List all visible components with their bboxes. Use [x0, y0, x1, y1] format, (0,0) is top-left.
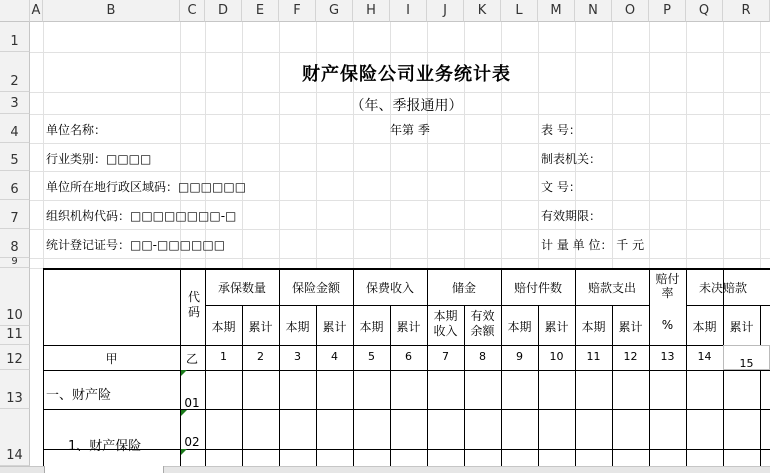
gridline — [43, 22, 44, 268]
table-border — [686, 305, 770, 306]
gridline — [30, 171, 770, 172]
table-border — [205, 268, 206, 466]
row-number: 12 — [6, 352, 23, 367]
page-title: 财产保险公司业务统计表 — [302, 64, 511, 85]
column-header[interactable]: O — [612, 0, 649, 22]
gridline — [575, 22, 576, 268]
column-header[interactable]: Q — [686, 0, 723, 22]
gridline — [205, 22, 206, 268]
org-code-label: 组织机构代码：□□□□□□□□-□ — [46, 209, 237, 223]
row-number: 14 — [6, 448, 23, 463]
form-number-label: 表 号： — [541, 123, 581, 137]
column-header[interactable]: I — [390, 0, 427, 22]
row-number: 1 — [10, 34, 19, 49]
error-indicator-icon[interactable] — [181, 370, 187, 376]
table-border — [464, 305, 465, 466]
gridline — [30, 258, 770, 259]
sub-header: 累计 — [396, 320, 421, 334]
row-number: 10 — [6, 308, 23, 323]
table-border — [760, 305, 761, 466]
row-property-insurance-code: 01 — [184, 396, 200, 410]
column-header[interactable]: M — [538, 0, 575, 22]
sub-header: 本期 — [507, 320, 532, 334]
row-header[interactable] — [0, 409, 30, 466]
row-property-subitem-label: 1、财产保险 — [68, 439, 142, 454]
column-header[interactable]: C — [180, 0, 205, 22]
row-header[interactable] — [0, 229, 30, 258]
sub-header: 有效余额 — [470, 309, 495, 338]
table-border — [43, 409, 770, 410]
gridline — [390, 22, 391, 268]
row-number: 6 — [10, 182, 19, 197]
row-number: 5 — [10, 153, 19, 168]
row-header[interactable] — [0, 114, 30, 143]
row-number: 11 — [6, 327, 23, 342]
row-header[interactable] — [0, 92, 30, 114]
sub-header: 本期 — [692, 320, 717, 334]
sub-header: % — [661, 318, 674, 332]
table-border — [353, 268, 354, 466]
region-code-label: 单位所在地行政区域码：□□□□□□ — [46, 180, 247, 194]
row-header[interactable] — [0, 258, 30, 268]
gridline — [501, 22, 502, 268]
row-header[interactable] — [0, 326, 30, 345]
gridline — [30, 200, 770, 201]
sheet-tab-active[interactable] — [44, 466, 164, 473]
index-num: 4 — [331, 350, 338, 363]
column-header[interactable]: F — [279, 0, 316, 22]
sub-header: 本期 — [581, 320, 606, 334]
table-border — [686, 268, 687, 466]
index-num: 10 — [549, 350, 564, 363]
row-number: 2 — [10, 74, 19, 89]
gridline — [649, 22, 650, 268]
gridline — [686, 22, 687, 268]
index-num: 14 — [697, 350, 712, 363]
row-header[interactable] — [0, 52, 30, 92]
table-border — [43, 345, 770, 346]
page-subtitle: （年、季报通用） — [350, 98, 463, 114]
table-border — [43, 370, 770, 371]
table-border — [43, 268, 44, 466]
gridline — [316, 22, 317, 268]
table-border — [501, 268, 502, 466]
column-header[interactable]: G — [316, 0, 353, 22]
gridline — [242, 22, 243, 268]
index-num: 8 — [479, 350, 486, 363]
row-header[interactable] — [0, 22, 30, 52]
index-num: 5 — [368, 350, 375, 363]
issuer-label: 制表机关： — [541, 152, 602, 166]
sub-header: 本期 — [285, 320, 310, 334]
group-header: 赔付件数 — [513, 281, 562, 295]
gridline — [538, 22, 539, 268]
row-number: 9 — [11, 256, 18, 267]
row-number: 13 — [6, 391, 23, 406]
index-a: 甲 — [105, 352, 118, 366]
row-number: 8 — [10, 240, 19, 255]
group-header: 承保数量 — [217, 281, 266, 295]
select-all-corner[interactable] — [0, 0, 30, 22]
row-header[interactable] — [0, 268, 30, 326]
index-num: 7 — [442, 350, 449, 363]
group-header: 赔付率 — [655, 272, 680, 300]
index-num: 6 — [405, 350, 412, 363]
sub-header: 累计 — [544, 320, 569, 334]
error-indicator-icon[interactable] — [181, 449, 187, 455]
group-header: 保险金额 — [291, 281, 340, 295]
group-header: 未决赔款 — [698, 281, 747, 295]
gridline — [464, 22, 465, 268]
index-num-15: 15 — [739, 357, 754, 370]
industry-label: 行业类别：□□□□ — [46, 152, 152, 166]
unit-name-label: 单位名称： — [46, 123, 107, 137]
index-b: 乙 — [185, 352, 198, 366]
gridline — [760, 22, 761, 268]
index-num: 2 — [257, 350, 264, 363]
gridline — [427, 22, 428, 268]
measure-unit-label: 计 量 单 位： 千 元 — [541, 238, 645, 252]
column-header[interactable]: A — [30, 0, 43, 22]
row-property-subitem-code: 02 — [184, 435, 200, 449]
table-border — [43, 449, 770, 450]
table-border — [575, 268, 576, 466]
column-header[interactable]: D — [205, 0, 242, 22]
sub-header: 累计 — [322, 320, 347, 334]
index-num: 13 — [660, 350, 675, 363]
row-number: 7 — [10, 211, 19, 226]
gridline — [612, 22, 613, 268]
index-num: 1 — [220, 350, 227, 363]
sub-header: 累计 — [729, 320, 754, 334]
column-header[interactable]: B — [43, 0, 180, 22]
row-header[interactable] — [0, 171, 30, 200]
gridline — [30, 52, 770, 53]
column-header[interactable]: K — [464, 0, 501, 22]
validity-label: 有效期限： — [541, 209, 602, 223]
index-num: 12 — [623, 350, 638, 363]
gridline — [353, 22, 354, 268]
column-header[interactable]: P — [649, 0, 686, 22]
index-num: 9 — [516, 350, 523, 363]
row-header[interactable] — [0, 143, 30, 171]
gridline — [30, 92, 770, 93]
column-header[interactable]: N — [575, 0, 612, 22]
row-header[interactable] — [0, 345, 30, 370]
sub-header: 本期收入 — [433, 309, 458, 338]
sub-header: 累计 — [618, 320, 643, 334]
group-header: 赔款支出 — [587, 281, 636, 295]
row-header[interactable] — [0, 200, 30, 229]
code-header: 代码 — [187, 290, 200, 319]
group-header: 储金 — [451, 281, 476, 295]
row-number: 3 — [10, 96, 19, 111]
gridline — [723, 22, 724, 268]
gridline — [30, 143, 770, 144]
table-border — [279, 268, 280, 466]
document-number-label: 文 号： — [541, 180, 581, 194]
index-num: 11 — [586, 350, 601, 363]
row-number: 4 — [10, 125, 19, 140]
group-header: 保费收入 — [365, 281, 414, 295]
error-indicator-icon[interactable] — [181, 410, 187, 416]
column-header[interactable]: H — [353, 0, 390, 22]
sub-header: 累计 — [248, 320, 273, 334]
row-header[interactable] — [0, 370, 30, 409]
period-label: 年第 季 — [390, 123, 430, 137]
column-header[interactable]: J — [427, 0, 464, 22]
gridline — [180, 22, 181, 268]
table-border — [43, 268, 770, 270]
index-num: 3 — [294, 350, 301, 363]
sub-header: 本期 — [211, 320, 236, 334]
table-border — [427, 268, 428, 466]
row-property-insurance-label: 一、财产险 — [46, 388, 112, 403]
registration-number-label: 统计登记证号：□□-□□□□□□ — [46, 238, 226, 252]
gridline — [279, 22, 280, 268]
column-header[interactable]: E — [242, 0, 279, 22]
sub-header: 本期 — [359, 320, 384, 334]
gridline — [30, 229, 770, 230]
column-header[interactable]: R — [723, 0, 770, 22]
column-header[interactable]: L — [501, 0, 538, 22]
